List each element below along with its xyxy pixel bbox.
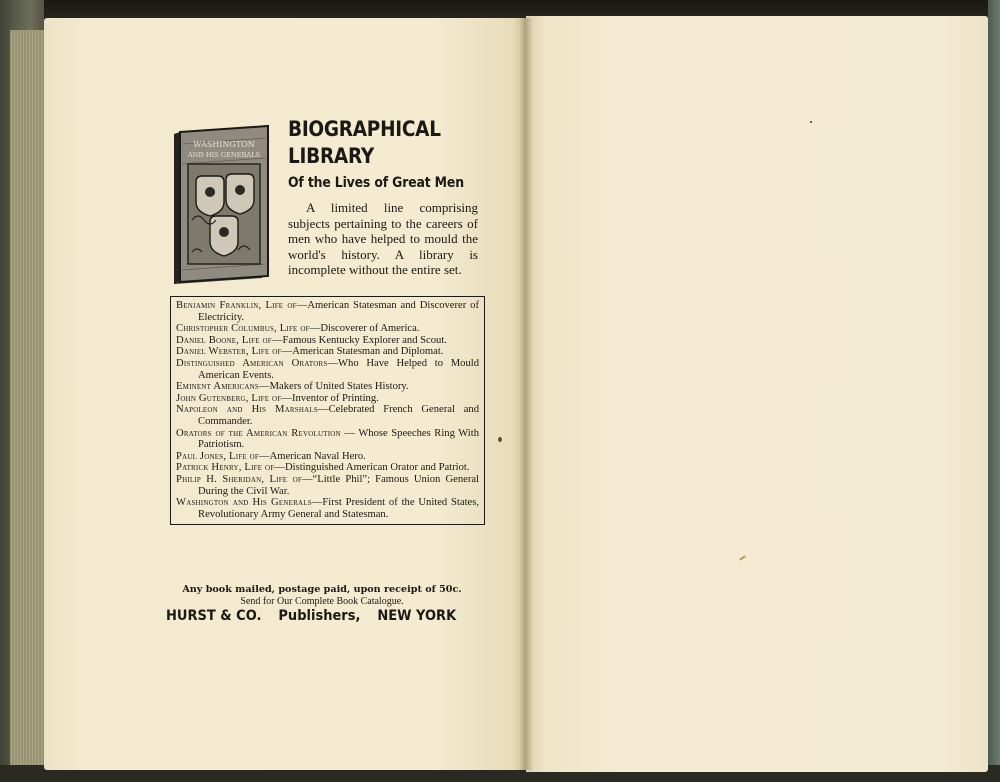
list-item: Orators of the American Revolution — Whose Speeches Ring With Patriotism. xyxy=(176,427,479,451)
headline-line1: BIOGRAPHICAL xyxy=(288,117,441,141)
headline-line2: LIBRARY xyxy=(288,144,375,168)
list-item: Christopher Columbus, Life of—Discoverer of America. xyxy=(176,323,420,335)
page-edges xyxy=(10,30,48,770)
offer-line-1: Any book mailed, postage paid, upon receipt of 50c. xyxy=(182,584,462,595)
paper-speck xyxy=(810,121,812,123)
list-item: Washington and His Generals—First President of the United States, Revolutionary Army General and Statesman. xyxy=(176,497,479,520)
publisher-imprint xyxy=(166,608,456,624)
ad-subhead: Of the Lives of Great Men xyxy=(288,175,464,191)
book-list xyxy=(170,296,485,525)
cover-text-line2: AND HIS GENERALS xyxy=(187,151,261,159)
publisher-city: NEW YORK xyxy=(377,608,457,624)
list-item: Daniel Webster, Life of—American Statesman and Diplomat. xyxy=(176,346,444,358)
cover-text-line1: WASHINGTON xyxy=(193,140,255,149)
publisher-name: HURST & CO. xyxy=(166,608,262,624)
ad-headline xyxy=(288,116,460,170)
list-item: Benjamin Franklin, Life of—American Statesman and Discoverer of Electricity. xyxy=(176,300,480,323)
list-item: Eminent Americans—Makers of United States History. xyxy=(176,381,409,393)
list-item: Paul Jones, Life of—American Naval Hero. xyxy=(176,450,366,462)
publisher-role: Publishers, xyxy=(278,608,361,624)
book-cover-right xyxy=(988,0,1000,782)
list-item: Distinguished American Orators—Who Have Helped to Mould American Events. xyxy=(176,357,479,381)
list-item: Patrick Henry, Life of—Distinguished American Orator and Patriot. xyxy=(176,462,470,474)
list-item: Napoleon and His Marshals—Celebrated French General and Commander. xyxy=(176,404,479,427)
list-item: Philip H. Sheridan, Life of—“Little Phil”; Famous Union General During the Civil War. xyxy=(176,473,479,497)
paper-speck xyxy=(498,437,502,442)
mail-offer xyxy=(166,584,478,608)
list-item: John Gutenberg, Life of—Inventor of Printing. xyxy=(176,392,379,404)
book-gutter xyxy=(519,18,533,770)
ad-intro-paragraph: A limited line comprising subjects pertaining to the careers of men who have helped to mould the world's history. A library is incomplete without the entire set. xyxy=(288,200,478,278)
offer-line-2: Send for Our Complete Book Catalogue. xyxy=(240,596,404,607)
list-item: Daniel Boone, Life of—Famous Kentucky Explorer and Scout. xyxy=(176,334,447,346)
right-page-blank xyxy=(526,16,988,772)
book-cover-illustration xyxy=(166,124,274,286)
